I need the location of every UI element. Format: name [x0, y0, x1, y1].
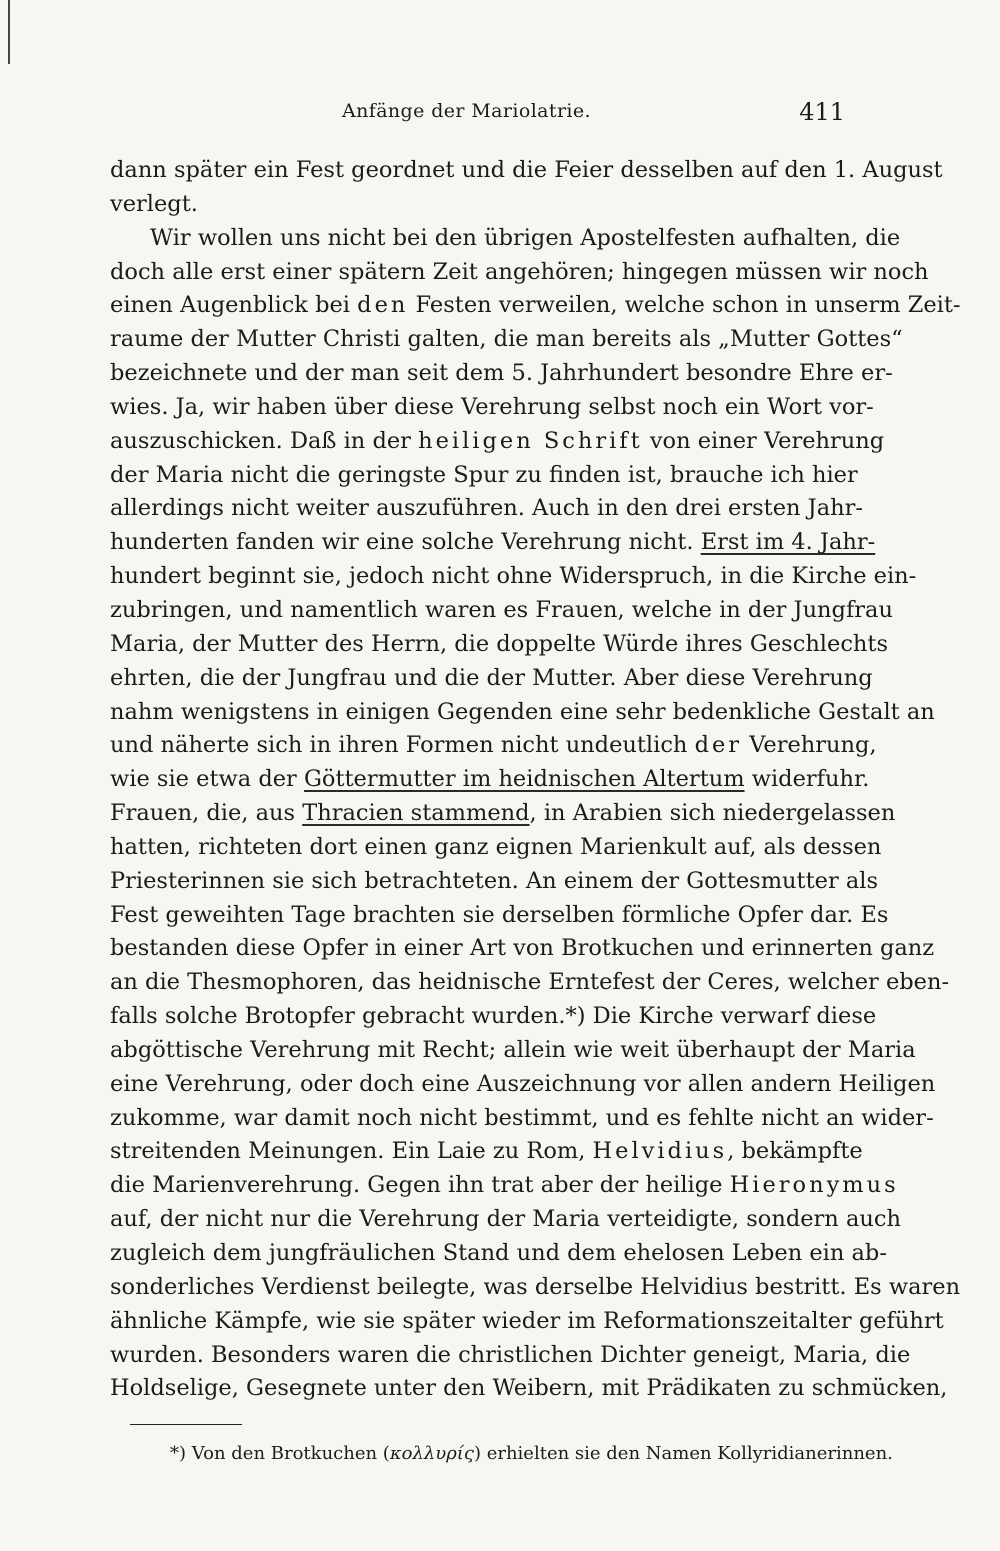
line-text: zugleich dem jungfräulichen Stand und dem ehelosen Leben ein ab- [110, 1240, 887, 1266]
body-text [110, 154, 961, 1406]
text-line [110, 526, 876, 560]
line-text: die Marienverehrung. Gegen ihn trat aber der heilige [110, 1172, 730, 1199]
text-line [110, 899, 889, 933]
line-text: hatten, richteten dort einen ganz eignen Marienkult auf, als dessen [110, 833, 882, 860]
text-line [110, 1271, 961, 1305]
line-text: Holdselige, Gesegnete unter den Weibern, mit Prädikaten zu schmücken, [110, 1375, 948, 1402]
text-line [110, 391, 874, 425]
line-text: Maria, der Mutter des Herrn, die doppelte Würde ihres Geschlechts [110, 630, 888, 657]
line-text: Verehrung, [742, 732, 877, 759]
running-head: Anfänge der Mariolatrie. [342, 100, 591, 122]
line-text: einen Augenblick bei [110, 292, 358, 319]
line-text: widerfuhr. [744, 766, 870, 793]
text-line [110, 1237, 887, 1271]
text-line [110, 1068, 936, 1102]
line-text: raume der Mutter Christi galten, die man bereits als „Mutter Gottes“ [110, 326, 903, 353]
line-text: auszuschicken. Daß in der [110, 427, 419, 454]
line-text: verlegt. [110, 190, 198, 217]
text-line [110, 323, 903, 357]
underlined-phrase: Thracien stammend [302, 800, 530, 827]
line-text: wurden. Besonders waren die christlichen Dichter geneigt, Maria, die [110, 1341, 911, 1368]
line-text: doch alle erst einer spätern Zeit angehören; hingegen müssen wir noch [110, 258, 929, 285]
line-text: an die Thesmophoren, das heidnische Erntefest der Ceres, welcher eben- [110, 969, 950, 996]
emphasized-phrase: Helvidius [592, 1138, 728, 1165]
text-line [110, 729, 877, 763]
line-text: falls solche Brotopfer gebracht wurden.*) Die Kirche verwarf diese [110, 1003, 877, 1030]
line-text: ehrten, die der Jungfrau und die der Mutter. Aber diese Verehrung [110, 664, 873, 691]
line-text: zukomme, war damit noch nicht bestimmt, und es fehlte nicht an wider- [110, 1104, 934, 1131]
line-text: Festen verweilen, welche schon in unserm Zeit- [408, 292, 961, 319]
text-line [110, 797, 896, 831]
line-text: bestanden diese Opfer in einer Art von Brotkuchen und erinnerten ganz [110, 935, 935, 962]
line-text: bezeichnete und der man seit dem 5. Jahrhundert besondre Ehre er- [110, 360, 893, 387]
line-text: von einer Verehrung [642, 427, 885, 454]
text-line [110, 1000, 877, 1034]
footnote-rule [130, 1424, 242, 1425]
text-line [110, 696, 935, 730]
footnote-text-end: ) erhielten sie den Namen Kollyridianerinnen. [473, 1443, 893, 1465]
line-text: , in Arabien sich niedergelassen [529, 800, 896, 827]
emphasized-phrase: den [357, 292, 409, 319]
footnote [110, 1443, 893, 1465]
text-line [110, 1339, 911, 1373]
text-line [110, 1135, 863, 1169]
text-line [110, 1305, 944, 1339]
line-text: wie sie etwa der [110, 766, 304, 793]
text-line [110, 831, 882, 865]
page-header [110, 90, 845, 130]
line-text: dann später ein Fest geordnet und die Feier desselben auf den 1. August [110, 157, 943, 183]
text-line [110, 425, 885, 459]
line-text: auf, der nicht nur die Verehrung der Maria verteidigte, sondern auch [110, 1206, 901, 1233]
text-line [110, 222, 901, 256]
underlined-phrase: Göttermutter im heidnischen Altertum [303, 766, 745, 793]
line-text: eine Verehrung, oder doch eine Auszeichnung vor allen andern Heiligen [110, 1070, 936, 1097]
text-line [110, 1034, 916, 1068]
line-text: Fest geweihten Tage brachten sie derselben förmliche Opfer dar. Es [110, 901, 889, 928]
line-text: der Maria nicht die geringste Spur zu finden ist, brauche ich hier [110, 461, 858, 488]
text-line [110, 865, 879, 899]
text-line [110, 560, 917, 594]
line-text: und näherte sich in ihren Formen nicht undeutlich [110, 732, 695, 759]
emphasized-phrase: heiligen Schrift [418, 427, 643, 454]
text-line [110, 1169, 899, 1203]
line-text: , bekämpfte [727, 1138, 863, 1165]
text-line [110, 1102, 934, 1136]
line-text: allerdings nicht weiter auszuführen. Auch in den drei ersten Jahr- [110, 495, 863, 522]
footnote-greek-word: κολλυρίς [389, 1443, 474, 1465]
page-number: 411 [799, 98, 845, 126]
text-line [110, 662, 873, 696]
line-text: hunderten fanden wir eine solche Verehrung nicht. [110, 529, 701, 556]
text-line [110, 256, 929, 290]
text-line [110, 154, 943, 188]
emphasized-phrase: Hieronymus [729, 1172, 899, 1199]
text-line [110, 932, 935, 966]
text-line [110, 1203, 901, 1237]
line-text: nahm wenigstens in einigen Gegenden eine sehr bedenkliche Gestalt an [110, 698, 935, 725]
text-line [110, 763, 870, 797]
line-text: Wir wollen uns nicht bei den übrigen Apostelfesten aufhalten, die [150, 224, 901, 251]
emphasized-phrase: der [694, 732, 743, 759]
line-text: zubringen, und namentlich waren es Frauen, welche in der Jungfrau [110, 596, 893, 623]
text-line [110, 459, 858, 493]
line-text: hundert beginnt sie, jedoch nicht ohne Widerspruch, in die Kirche ein- [110, 563, 917, 590]
text-line [110, 966, 950, 1000]
book-page [110, 90, 961, 1465]
text-line [110, 357, 893, 391]
line-text: abgöttische Verehrung mit Recht; allein wie weit überhaupt der Maria [110, 1036, 916, 1063]
underlined-phrase: Erst im 4. Jahr- [700, 529, 876, 556]
text-line [110, 628, 888, 662]
line-text: Priesterinnen sie sich betrachteten. An einem der Gottesmutter als [110, 867, 879, 894]
text-line [110, 1372, 948, 1406]
text-line [110, 188, 845, 222]
footnote-marker: *) [170, 1443, 187, 1465]
scan-edge-mark [8, 0, 10, 64]
line-text: streitenden Meinungen. Ein Laie zu Rom, [110, 1138, 593, 1165]
footnote-text-start: Von den Brotkuchen ( [191, 1443, 390, 1465]
line-text: ähnliche Kämpfe, wie sie später wieder im Reformationszeitalter geführt [110, 1307, 944, 1334]
line-text: sonderliches Verdienst beilegte, was derselbe Helvidius bestritt. Es waren [110, 1273, 961, 1300]
line-text: Frauen, die, aus [110, 800, 303, 827]
text-line [110, 594, 893, 628]
text-line [110, 492, 863, 526]
line-text: wies. Ja, wir haben über diese Verehrung selbst noch ein Wort vor- [110, 393, 874, 420]
text-line [110, 289, 961, 323]
